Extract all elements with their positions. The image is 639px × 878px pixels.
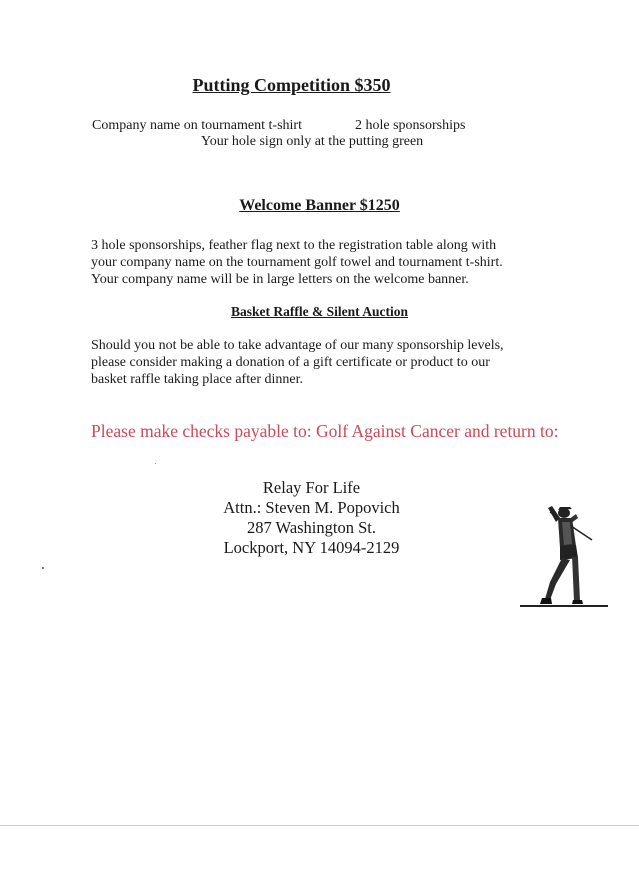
welcome-banner-line: 3 hole sponsorships, feather flag next to the registration table along with	[91, 238, 497, 253]
putting-item-hole-sign: Your hole sign only at the putting green	[201, 134, 424, 149]
welcome-banner-line: your company name on the tournament golf towel and tournament t-shirt.	[91, 255, 503, 270]
basket-raffle-line: Should you not be able to take advantage of our many sponsorship levels,	[91, 338, 504, 353]
address-city: Lockport, NY 14094-2129	[223, 538, 400, 557]
welcome-banner-heading: Welcome Banner $1250	[239, 197, 400, 214]
welcome-banner-line: Your company name will be in large letters on the welcome banner.	[91, 272, 469, 287]
basket-raffle-heading: Basket Raffle & Silent Auction	[231, 304, 408, 319]
basket-raffle-line: please consider making a donation of a gift certificate or product to our	[91, 355, 490, 370]
address-organization: Relay For Life	[262, 478, 361, 497]
putting-item-hole-sponsorships: 2 hole sponsorships	[355, 118, 466, 133]
checks-payable-note: Please make checks payable to: Golf Against Cancer and return to:	[91, 421, 559, 441]
basket-raffle-line: basket raffle taking place after dinner.	[91, 372, 303, 387]
scan-speck	[155, 463, 156, 464]
address-street: 287 Washington St.	[246, 518, 376, 537]
basket-raffle-description	[91, 337, 551, 388]
golfer-silhouette-icon	[520, 500, 610, 612]
address-attention: Attn.: Steven M. Popovich	[223, 498, 400, 517]
welcome-banner-description	[91, 237, 551, 288]
putting-item-tshirt: Company name on tournament t-shirt	[92, 118, 302, 133]
putting-competition-heading: Putting Competition $350	[192, 75, 391, 95]
page-bottom-edge	[0, 825, 639, 826]
scan-speck	[42, 567, 44, 569]
